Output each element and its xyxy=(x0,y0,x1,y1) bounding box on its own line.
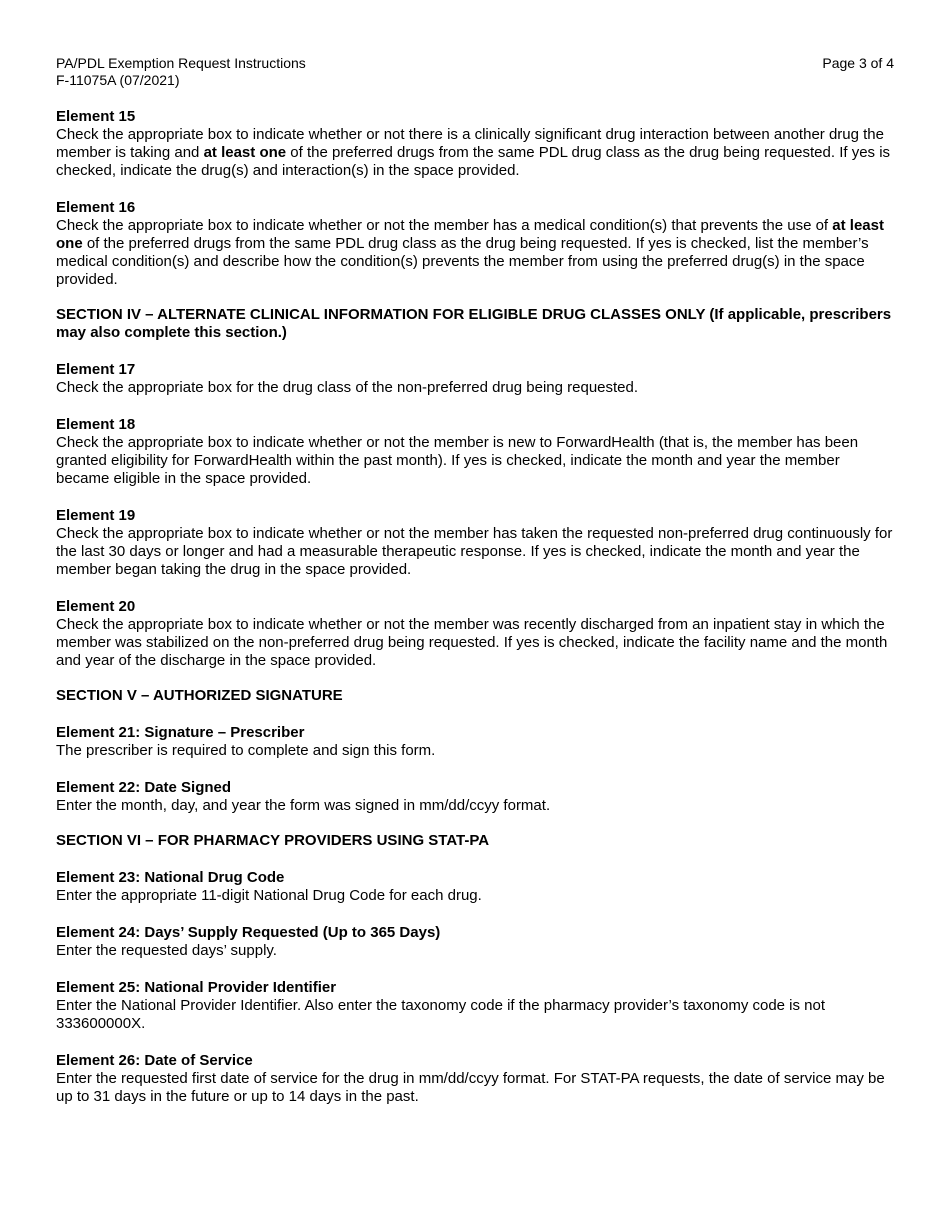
element-20-text: Check the appropriate box to indicate whether or not the member was recently discharged from an inpatient stay in which the member was stabilized on the non-preferred drug being requested. If yes is checked, indicate the facility name and the month and year of the discharge in the space provided. xyxy=(56,616,888,669)
form-number: F-11075A (07/2021) xyxy=(56,72,180,88)
document-title: PA/PDL Exemption Request Instructions xyxy=(56,55,306,71)
element-16-heading: Element 16 xyxy=(56,199,136,216)
element-23-text: Enter the appropriate 11-digit National Drug Code for each drug. xyxy=(56,887,482,904)
element-26-block xyxy=(56,1052,896,1106)
element-16-emphasis: at least one xyxy=(56,217,884,252)
element-23-heading: Element 23: National Drug Code xyxy=(56,869,285,886)
element-18-block xyxy=(56,416,896,488)
element-18-heading: Element 18 xyxy=(56,416,136,433)
element-16-text-part-a: Check the appropriate box to indicate whether or not the member has a medical condition(s) that prevents the use of xyxy=(56,217,833,234)
element-17-text: Check the appropriate box for the drug class of the non-preferred drug being requested. xyxy=(56,379,639,396)
section-6-heading: SECTION VI – FOR PHARMACY PROVIDERS USING STAT-PA xyxy=(56,832,490,849)
element-20-block xyxy=(56,598,896,670)
section-5-heading: SECTION V – AUTHORIZED SIGNATURE xyxy=(56,687,343,704)
element-20-heading: Element 20 xyxy=(56,598,136,615)
element-22-heading: Element 22: Date Signed xyxy=(56,779,232,796)
page-header xyxy=(56,55,896,89)
element-22-text: Enter the month, day, and year the form was signed in mm/dd/ccyy format. xyxy=(56,797,551,814)
element-16-block xyxy=(56,199,896,289)
element-15-text-part-a: Check the appropriate box to indicate whether or not there is a clinically significant drug interaction between another drug the member is taking and xyxy=(56,126,884,161)
element-24-heading: Element 24: Days’ Supply Requested (Up to 365 Days) xyxy=(56,924,441,941)
page-number: Page 3 of 4 xyxy=(822,55,894,71)
element-17-heading: Element 17 xyxy=(56,361,136,378)
element-21-text: The prescriber is required to complete and sign this form. xyxy=(56,742,436,759)
element-16-text-part-b: of the preferred drugs from the same PDL drug class as the drug being requested. If yes is checked, list the member’s medical condition(s) and describe how the condition(s) prevents the member from using the preferred drug(s) in the space provided. xyxy=(56,235,869,288)
element-15-emphasis: at least one xyxy=(203,144,287,161)
element-26-heading: Element 26: Date of Service xyxy=(56,1052,253,1069)
element-22-block xyxy=(56,779,896,815)
element-21-heading: Element 21: Signature – Prescriber xyxy=(56,724,305,741)
element-18-text: Check the appropriate box to indicate whether or not the member is new to ForwardHealth (that is, the member has been granted eligibility for ForwardHealth within the past month). If yes is checked, indicate the month and year the member became eligible in the space provided. xyxy=(56,434,859,487)
element-25-text: Enter the National Provider Identifier. Also enter the taxonomy code if the pharmacy provider’s taxonomy code is not 333600000X. xyxy=(56,997,826,1032)
element-19-text: Check the appropriate box to indicate whether or not the member has taken the requested non-preferred drug continuously for the last 30 days or longer and had a measurable therapeutic response. If yes is checked, indicate the month and year the member began taking the drug in the space provided. xyxy=(56,525,893,578)
element-26-text: Enter the requested first date of service for the drug in mm/dd/ccyy format. For STAT-PA requests, the date of service may be up to 31 days in the future or up to 14 days in the past. xyxy=(56,1070,885,1105)
element-19-heading: Element 19 xyxy=(56,507,136,524)
element-15-block xyxy=(56,108,896,180)
element-17-block xyxy=(56,361,896,397)
element-15-text xyxy=(56,126,896,180)
element-24-text: Enter the requested days’ supply. xyxy=(56,942,277,959)
element-15-heading: Element 15 xyxy=(56,108,136,125)
element-21-block xyxy=(56,724,896,760)
element-16-text xyxy=(56,217,896,289)
section-4-heading: SECTION IV – ALTERNATE CLINICAL INFORMATION FOR ELIGIBLE DRUG CLASSES ONLY (If applicable, prescribers may also complete this section.) xyxy=(56,306,892,341)
element-23-block xyxy=(56,869,896,905)
element-19-block xyxy=(56,507,896,579)
element-25-block xyxy=(56,979,896,1033)
element-15-text-part-b: of the preferred drugs from the same PDL drug class as the drug being requested. If yes is checked, indicate the drug(s) and interaction(s) in the space provided. xyxy=(56,144,891,179)
document-page xyxy=(56,55,896,1106)
element-24-block xyxy=(56,924,896,960)
element-25-heading: Element 25: National Provider Identifier xyxy=(56,979,337,996)
